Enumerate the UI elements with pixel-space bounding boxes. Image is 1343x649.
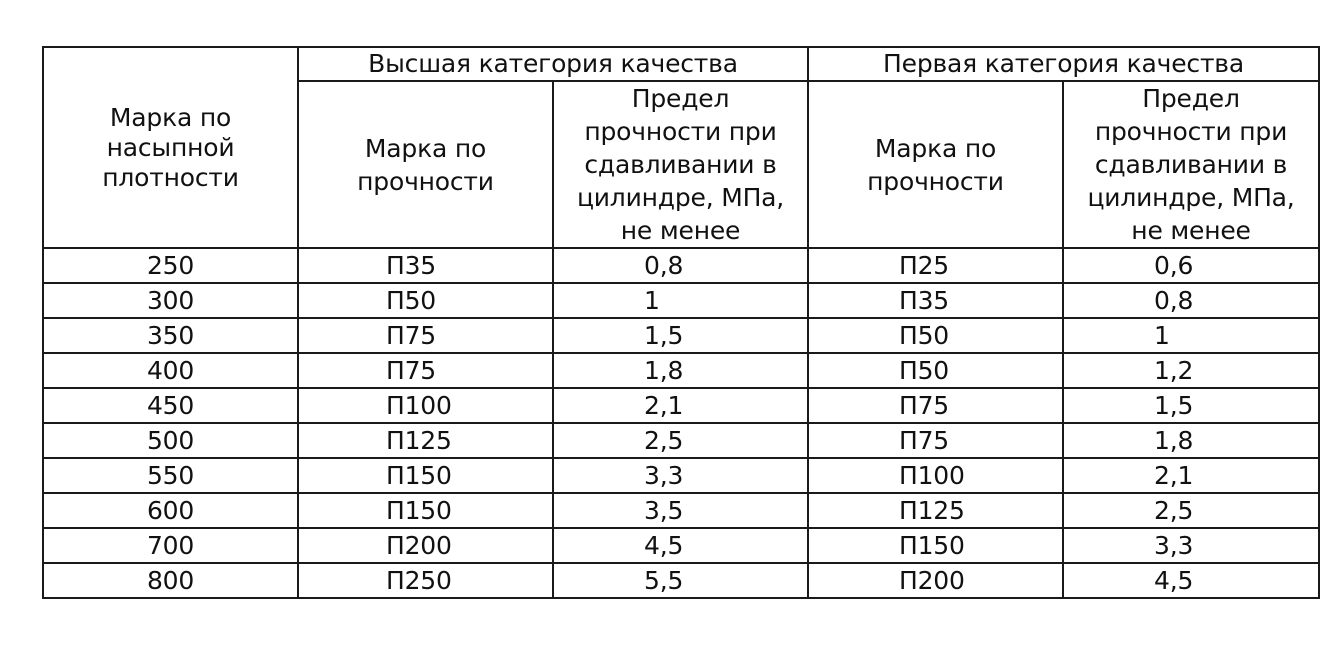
cell-value: 2,1: [644, 390, 684, 420]
cell-value: 3,3: [1154, 530, 1194, 560]
cell-value: П150: [386, 460, 452, 490]
cell-first-limit: [1063, 248, 1319, 283]
cell-value: 4,5: [1154, 565, 1194, 595]
cell-value: 1,5: [1154, 390, 1194, 420]
cell-first-mark: [808, 493, 1063, 528]
cell-high-limit: [553, 388, 808, 423]
cell-value: П50: [386, 285, 437, 315]
cell-high-limit: [553, 528, 808, 563]
table-row: [43, 528, 1319, 563]
table-row: [43, 353, 1319, 388]
table-row: [43, 318, 1319, 353]
cell-density: 500: [43, 423, 298, 458]
cell-value: 4,5: [644, 530, 684, 560]
cell-value: 2,5: [1154, 495, 1194, 525]
cell-density: 400: [43, 353, 298, 388]
cell-first-limit: [1063, 528, 1319, 563]
header-density-mark-line: Марка по: [109, 102, 232, 132]
cell-first-mark: [808, 458, 1063, 493]
cell-value: П75: [899, 390, 950, 420]
table-header: [43, 47, 1319, 248]
cell-first-limit: [1063, 283, 1319, 318]
cell-first-mark: [808, 563, 1063, 598]
cell-value: П125: [899, 495, 965, 525]
cell-value: 5,5: [644, 565, 684, 595]
cell-first-limit: [1063, 318, 1319, 353]
cell-value: 0,6: [1154, 250, 1194, 280]
cell-value: П200: [386, 530, 452, 560]
table-container: [42, 46, 1320, 599]
header-limit-line: прочности при: [1094, 117, 1288, 146]
cell-value: 1,8: [1154, 425, 1194, 455]
table-row: [43, 248, 1319, 283]
cell-density: 800: [43, 563, 298, 598]
cell-high-mark: [298, 493, 553, 528]
table-row: [43, 423, 1319, 458]
cell-high-mark: [298, 423, 553, 458]
cell-first-mark: [808, 388, 1063, 423]
table-row: [43, 388, 1319, 423]
table-row: [43, 283, 1319, 318]
header-strength-mark-line: прочности: [357, 166, 494, 196]
cell-high-limit: [553, 283, 808, 318]
cell-value: 1,8: [644, 355, 684, 385]
cell-value: 0,8: [644, 250, 684, 280]
header-first-strength-mark: [808, 81, 1063, 248]
cell-first-limit: [1063, 353, 1319, 388]
cell-value: 1,5: [644, 320, 684, 350]
cell-high-limit: [553, 493, 808, 528]
table-row: [43, 563, 1319, 598]
cell-high-limit: [553, 458, 808, 493]
cell-value: П75: [899, 425, 950, 455]
header-limit-line: сдавливании в: [584, 150, 777, 179]
cell-value: П100: [899, 460, 965, 490]
cell-high-limit: [553, 353, 808, 388]
cell-density: 350: [43, 318, 298, 353]
cell-value: П100: [386, 390, 452, 420]
header-group-row: [43, 47, 1319, 81]
cell-value: П35: [899, 285, 950, 315]
cell-high-mark: [298, 563, 553, 598]
cell-density: 550: [43, 458, 298, 493]
header-density-mark-line: плотности: [102, 162, 239, 192]
table-body: [43, 248, 1319, 598]
quality-grades-table: [42, 46, 1320, 599]
cell-value: 2,1: [1154, 460, 1194, 490]
cell-first-mark: [808, 318, 1063, 353]
table-row: [43, 458, 1319, 493]
cell-value: 1: [644, 285, 660, 315]
cell-high-mark: [298, 283, 553, 318]
header-limit-line: цилиндре, МПа,: [1087, 183, 1295, 212]
cell-high-mark: [298, 353, 553, 388]
cell-value: П125: [386, 425, 452, 455]
cell-density: 250: [43, 248, 298, 283]
cell-value: 3,5: [644, 495, 684, 525]
cell-high-mark: [298, 388, 553, 423]
cell-value: 1: [1154, 320, 1170, 350]
header-limit-line: Предел: [631, 84, 730, 113]
cell-value: П50: [899, 320, 950, 350]
cell-value: 0,8: [1154, 285, 1194, 315]
cell-first-limit: [1063, 423, 1319, 458]
cell-first-limit: [1063, 458, 1319, 493]
cell-high-mark: [298, 248, 553, 283]
header-high-strength-mark: [298, 81, 553, 248]
cell-value: 3,3: [644, 460, 684, 490]
cell-density: 300: [43, 283, 298, 318]
cell-first-mark: [808, 283, 1063, 318]
cell-value: П35: [386, 250, 437, 280]
cell-value: П150: [899, 530, 965, 560]
cell-high-limit: [553, 248, 808, 283]
table-row: [43, 493, 1319, 528]
cell-first-mark: [808, 528, 1063, 563]
header-density-mark: [43, 47, 298, 248]
cell-high-limit: [553, 318, 808, 353]
header-first-compression-limit: [1063, 81, 1319, 248]
header-strength-mark-line: Марка по: [364, 133, 487, 163]
header-density-mark-line: насыпной: [106, 132, 235, 162]
cell-first-limit: [1063, 563, 1319, 598]
header-limit-line: Предел: [1142, 84, 1240, 113]
cell-density: 450: [43, 388, 298, 423]
cell-high-mark: [298, 528, 553, 563]
cell-value: 2,5: [644, 425, 684, 455]
header-limit-line: цилиндре, МПа,: [576, 183, 785, 212]
cell-first-limit: [1063, 493, 1319, 528]
header-high-compression-limit: [553, 81, 808, 248]
cell-value: П75: [386, 320, 437, 350]
cell-value: П50: [899, 355, 950, 385]
header-limit-line: не менее: [620, 216, 741, 245]
cell-first-mark: [808, 353, 1063, 388]
header-limit-line: сдавливании в: [1094, 150, 1288, 179]
cell-high-mark: [298, 318, 553, 353]
header-group-first: Первая категория качества: [808, 47, 1319, 81]
header-group-high: Высшая категория качества: [298, 47, 808, 81]
cell-first-limit: [1063, 388, 1319, 423]
header-strength-mark-line: Марка по: [874, 133, 997, 163]
header-limit-line: прочности при: [584, 117, 777, 146]
cell-density: 600: [43, 493, 298, 528]
cell-high-limit: [553, 423, 808, 458]
cell-value: П75: [386, 355, 437, 385]
cell-value: 1,2: [1154, 355, 1194, 385]
cell-density: 700: [43, 528, 298, 563]
cell-high-mark: [298, 458, 553, 493]
cell-value: П25: [899, 250, 950, 280]
cell-value: П200: [899, 565, 965, 595]
cell-value: П250: [386, 565, 452, 595]
cell-first-mark: [808, 423, 1063, 458]
cell-first-mark: [808, 248, 1063, 283]
cell-high-limit: [553, 563, 808, 598]
header-strength-mark-line: прочности: [867, 166, 1004, 196]
cell-value: П150: [386, 495, 452, 525]
header-limit-line: не менее: [1131, 216, 1251, 245]
